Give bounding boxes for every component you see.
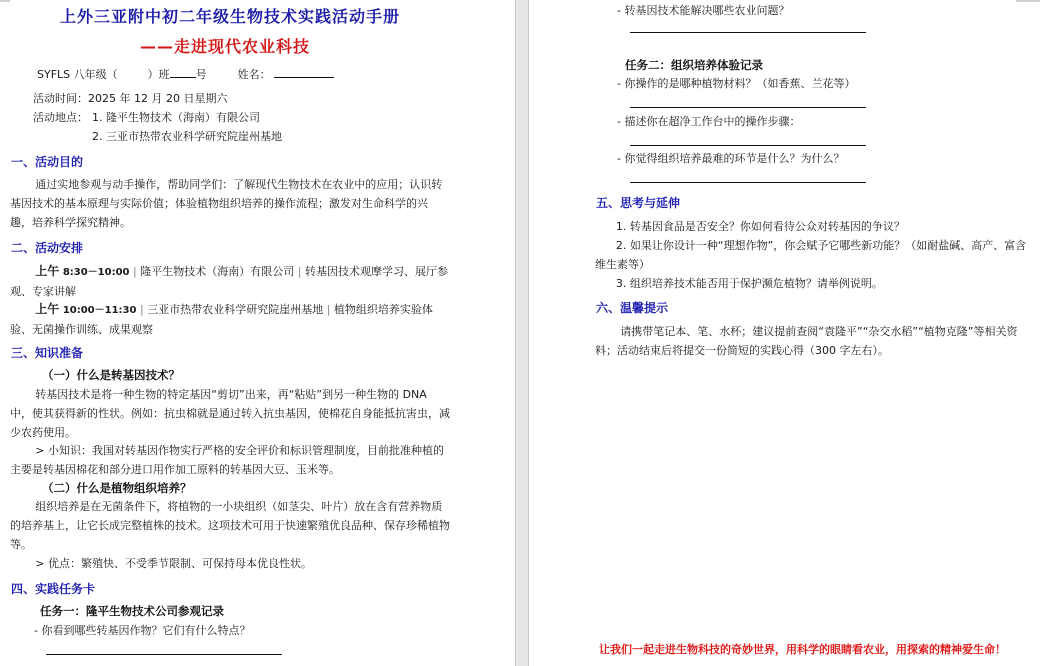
closing-slogan: 让我们一起走进生物科技的奇妙世界，用科学的眼睛看农业，用探索的精神爱生命！: [599, 643, 1006, 656]
answer-line-task2-q3[interactable]: [630, 182, 866, 183]
section-heading-tasks: 四、实践任务卡: [11, 582, 96, 596]
schedule-item-1: 上午 8:30－10:00 | 隆平生物技术（海南）有限公司 | 转基因技术观摩学习、展厅参观、专家讲解: [10, 264, 448, 298]
task2-question-1: - 你操作的是哪种植物材料？（如香蕉、兰花等）: [617, 77, 856, 90]
section-heading-schedule: 二、活动安排: [11, 241, 84, 255]
page-gutter: [515, 0, 529, 666]
schedule-item-2: 上午 10:00－11:30 | 三亚市热带农业科学研究院崖州基地 | 植物组织培养实验体验、无菌操作训练、成果观察: [10, 302, 433, 336]
task2-question-2: - 描述你在超净工作台中的操作步骤：: [617, 115, 801, 128]
document-title: 上外三亚附中初二年级生物技术实践活动手册: [59, 7, 400, 26]
activity-time-value: 2025 年 12 月 20 日星期六: [88, 92, 228, 105]
knowledge-q2-tip: > 优点：繁殖快、不受季节限制、可保持母本优良性状。: [35, 557, 313, 570]
activity-time-label: 活动时间：: [33, 92, 88, 105]
answer-line-task2-q1[interactable]: [630, 107, 866, 108]
task1-question-2: - 转基因技术能解决哪些农业问题？: [617, 4, 790, 17]
number-blank[interactable]: [170, 66, 196, 78]
student-info-row: [37, 65, 334, 84]
knowledge-q1-tip: > 小知识：我国对转基因作物实行严格的安全评价和标识管理制度，目前批准种植的主要是转基因棉花和部分进口用作加工原料的转基因大豆、玉米等。: [10, 444, 445, 476]
section-heading-reflection: 五、思考与延伸: [596, 196, 681, 210]
section-heading-knowledge: 三、知识准备: [11, 346, 84, 360]
activity-place-2: 2. 三亚市热带农业科学研究院崖州基地: [92, 130, 282, 143]
knowledge-q2-title: （二）什么是植物组织培养？: [42, 481, 192, 495]
purpose-paragraph: 通过实地参观与动手操作，帮助同学们：了解现代生物技术在农业中的应用；认识转基因技术的基本原理与实际价值；体验植物组织培养的操作流程；激发对生命科学的兴趣，培养科学探究精神。: [10, 178, 443, 229]
number-label: 号: [195, 68, 207, 81]
activity-time: [33, 89, 227, 108]
knowledge-q2-body: 组织培养是在无菌条件下，将植物的一小块组织（如茎尖、叶片）放在含有营养物质的培养基上，让它长成完整植株的技术。这项技术可用于快速繁殖优良品种、保存珍稀植物等。: [10, 500, 450, 551]
knowledge-q1-body: 转基因技术是将一种生物的特定基因“剪切”出来，再“粘贴”到另一种生物的 DNA 中，使其获得新的性状。例如：抗虫棉就是通过转入抗虫基因，使棉花自身能抵抗害虫，减少农药使用。: [10, 388, 450, 439]
grade-label: 八年级（: [73, 68, 118, 81]
page-corner-mark: [0, 0, 10, 2]
reflection-item-1: 1. 转基因食品是否安全？你如何看待公众对转基因的争议？: [615, 220, 905, 233]
section-heading-tips: 六、温馨提示: [596, 301, 669, 315]
knowledge-q1-title: （一）什么是转基因技术？: [42, 368, 180, 382]
task1-question-1: - 你看到哪些转基因作物？它们有什么特点？: [34, 624, 251, 637]
answer-line-task1-q1[interactable]: [46, 654, 282, 655]
activity-place-1: 1. 隆平生物技术（海南）有限公司: [92, 111, 260, 124]
class-label: ）班: [147, 68, 170, 81]
reflection-item-2: 2. 如果让你设计一种“理想作物”，你会赋予它哪些新功能？（如耐盐碱、高产、富含维生素等）: [595, 239, 1027, 271]
task1-title: 任务一：隆平生物技术公司参观记录: [40, 604, 224, 618]
answer-line-task1-q2[interactable]: [630, 32, 866, 33]
reflection-item-3: 3. 组织培养技术能否用于保护濒危植物？请举例说明。: [615, 277, 883, 290]
name-label: 姓名：: [237, 68, 271, 81]
task2-title: 任务二：组织培养体验记录: [625, 58, 763, 72]
document-page-left: [0, 0, 515, 666]
activity-place-label: 活动地点：: [33, 111, 88, 124]
school-code: SYFLS: [37, 68, 71, 81]
answer-line-task2-q2[interactable]: [630, 145, 866, 146]
tips-paragraph: 请携带笔记本、笔、水杯；建议提前查阅“袁隆平”“杂交水稻”“植物克隆”等相关资料；活动结束后将提交一份简短的实践心得（300 字左右）。: [595, 325, 1018, 357]
page-corner-mark: [1016, 0, 1040, 2]
document-page-right: [529, 0, 1040, 666]
task2-question-3: - 你觉得组织培养最难的环节是什么？为什么？: [617, 152, 845, 165]
section-heading-purpose: 一、活动目的: [11, 155, 84, 169]
name-blank[interactable]: [274, 66, 334, 78]
document-subtitle: ——走进现代农业科技: [140, 37, 311, 56]
